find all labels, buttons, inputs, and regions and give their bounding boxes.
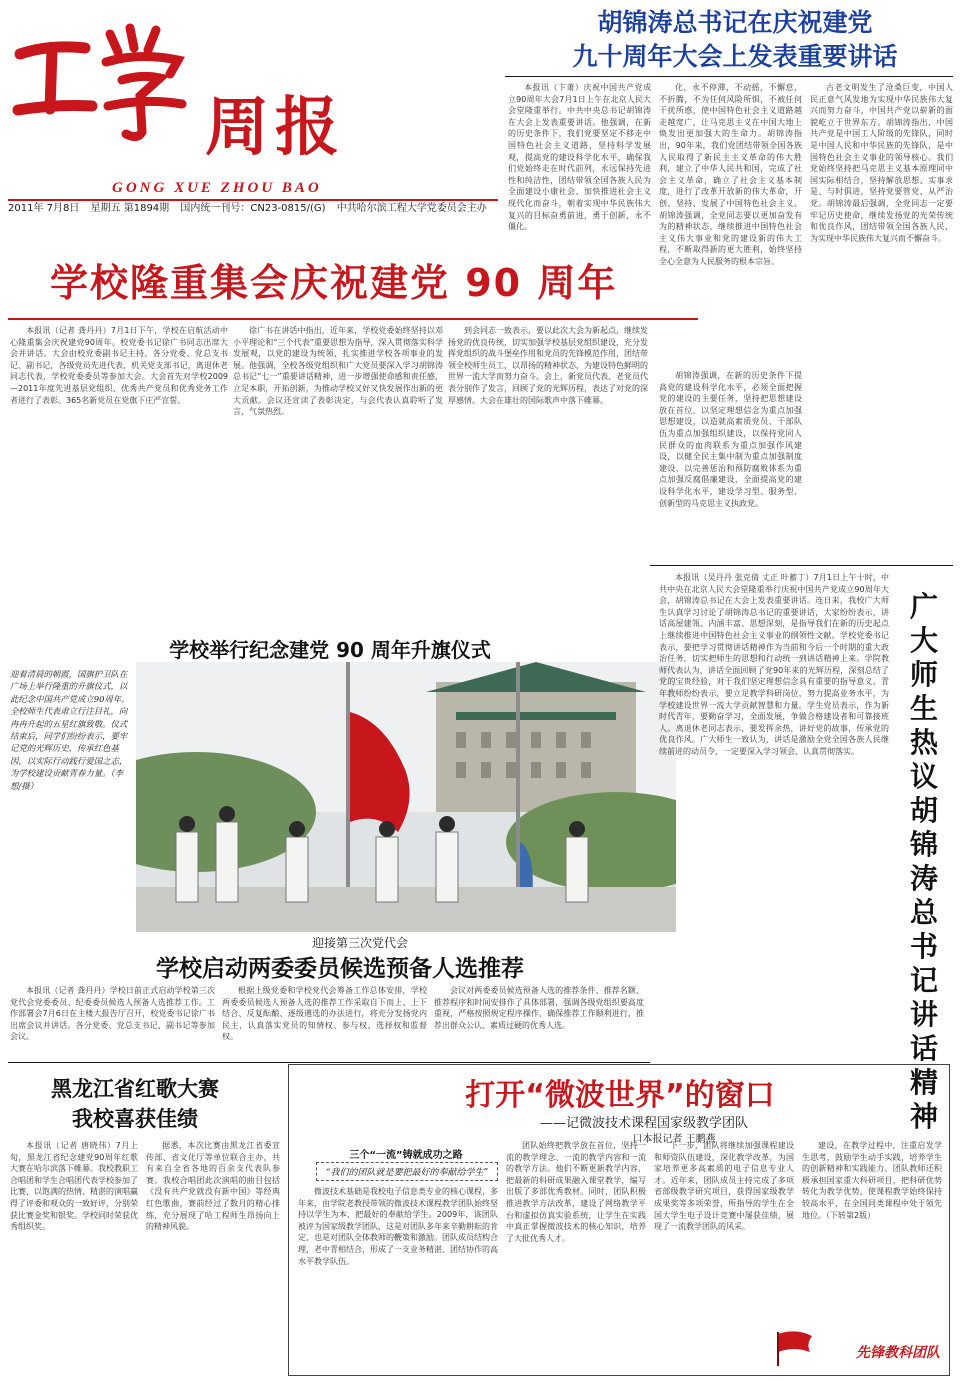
microwave-byline: 口本报记者 王鹏燕: [632, 1134, 716, 1145]
song-col1: 本报讯（记者 唐晓伟）7月上旬，黑龙江省纪念建党90周年红歌大赛在哈尔滨落下帷幕。我校教职工合唱团和学生合唱团代表学校参加了比赛，以饱满的热情、精湛的演唱赢得了评委和观众的一致好评，分别荣获比赛金奖和银奖。学校同时荣获优秀组织奖。: [10, 1141, 138, 1232]
lower-rule: [8, 1062, 650, 1063]
top-story-rule: [505, 76, 953, 77]
microwave-inset-title: 三个“一流”铸就成功之路: [349, 1150, 463, 1161]
song-story-headline[interactable]: [10, 1074, 260, 1134]
microwave-col2: 团队始终把教学放在首位，坚持一流的教学理念、一流的教学内容和一流的教学方法。他们不断更新教学内容，把最新的科研成果融入课堂教学，编写出版了多部优秀教材。同时，团队积极推进教学方法改革，建设了网络教学平台和虚拟仿真实验系统，让学生在实践中真正掌握微波技术的核心知识，培养了大批优秀人才。: [506, 1141, 646, 1243]
top-story-headline[interactable]: [520, 6, 950, 74]
paper-name: 周报: [205, 91, 345, 165]
song-headline-line1: 黑龙江省红歌大赛: [51, 1077, 219, 1101]
masthead-calligraphy-icon: [10, 14, 190, 144]
candidate-kicker: 迎接第三次党代会: [311, 936, 408, 950]
microwave-subtitle: ——记微波技术课程国家级教学团队: [540, 1116, 749, 1131]
top-story-col1: 本报讯（卞萧）庆祝中国共产党成立90周年大会7月1日上午在北京人民大会堂隆重举行。中共中央总书记胡锦涛在大会上发表重要讲话。他强调，在新的历史条件下，我们党要坚定不移走中国特色社会主义道路，坚持科学发展观，提高党的建设科学化水平，确保我们党始终走在时代前列，永远保持先进性和纯洁性，团结带领全国各族人民为全面建设小康社会、加快推进社会主义现代化而奋斗，朝着实现中华民族伟大复兴的目标奋勇前进，勇于创新，永不僵化。: [508, 83, 651, 232]
flag-ceremony-illustration: [136, 662, 676, 932]
sidebar-story-body: 本报讯（吴丹丹 张克倩 丈正 叶蓄丁）7月1日上午十时，中共中央在北京人民大会堂隆重举行庆祝中国共产党成立90周年大会，胡锦涛总书记在大会上发表重要讲话。连日来，我校广大师生认真学习讨论了胡锦涛总书记的重要讲话，大家纷纷表示，讲话高屋建瓴、内涵丰富、思想深刻，是指导我们在新的历史起点上继续推进中国特色社会主义事业的纲领性文献。学校党委书记表示，要把学习贯彻讲话精神作为当前和今后一个时期的重大政治任务，切实把师生的思想和行动统一到讲话精神上来。学院教师代表认为，讲话全面回顾了党90年来的光辉历程，深刻总结了党的宝贵经验，对于我们坚定理想信念具有重要的指导意义。青年教师纷纷表示，要立足教学科研岗位，努力提高业务水平，为学校建设世界一流大学贡献智慧和力量。学生党员表示，作为新时代青年，要勤奋学习，全面发展，争做合格建设者和可靠接班人。离退休老同志表示，要发挥余热，讲好党的故事，传承党的优良作风。广大师生一致认为，讲话是激励全党全国各族人民继续前进的动员令，一定要深入学习领会、认真贯彻落实。: [659, 573, 889, 756]
song-headline-line2: 我校喜获佳绩: [72, 1107, 198, 1131]
flag-photo-caption: 迎着清晨的朝霞，国旗护卫队在广场上举行隆重的升旗仪式，以此纪念中国共产党成立90周年。全校师生代表肃立行注目礼，向冉冉升起的五星红旗致敬。仪式结束后，同学们纷纷表示，要牢记党的光辉历史，传承红色基因，以实际行动践行爱国之志，为学校建设贡献青春力量。（李想/摄）: [10, 669, 130, 791]
candidate-col3: 会议对两委委员候选预备人选的推荐条件、推荐名额、推荐程序和时间安排作了具体部署，强调各级党组织要高度重视，严格按照规定程序操作，确保推荐工作顺利进行，推荐出群众公认、素质过硬的优秀人选。: [434, 986, 644, 1030]
microwave-inset-quote: “我们的团队就是要把最好的奉献给学生”: [316, 1162, 498, 1181]
main-story-col2: 徐广书在讲话中指出，近年来，学校党委始终坚持以邓小平理论和“三个代表”重要思想为指导，深入贯彻落实科学发展观，以党的建设为统领，扎实推进学校各项事业的发展。他强调，全校各级党组织和广大党员要深入学习胡锦涛总书记“七一”重要讲话精神，进一步增强使命感和责任感，立足本职，开拓创新，为推动学校又好又快发展作出新的更大贡献。会议还宣读了表彰决定，与会代表认真聆听了发言，气氛热烈。: [233, 326, 443, 417]
sidebar-vertical-headline[interactable]: 广大师生热议胡锦涛总书记讲话精神: [909, 590, 938, 1133]
cn-number: 国内统一刊号：CN23-0815/(G): [180, 203, 326, 214]
flag-ceremony-photo: [136, 662, 676, 932]
flag-story-headline[interactable]: 学校举行纪念建党 90 周年升旗仪式: [169, 638, 491, 662]
candidate-story-headline[interactable]: 学校启动两委委员候选预备人选推荐: [156, 956, 524, 982]
main-headline-underline: [8, 318, 698, 320]
top-headline-line1: 胡锦涛总书记在庆祝建党: [597, 8, 873, 37]
issue-date: 2011年 7月8日: [8, 203, 80, 214]
top-headline-line2: 九十周年大会上发表重要讲话: [572, 42, 898, 71]
main-story-col3: 到会同志一致表示，要以此次大会为新起点，继续发扬党的优良传统，切实加强学校基层党组织建设，充分发挥党组织的战斗堡垒作用和党员的先锋模范作用，团结带领全校师生员工，以昂扬的精神状态，为建设特色鲜明的世界一流大学而努力奋斗。会上，新党员代表、老党员代表分别作了发言，回顾了党的光辉历程，表达了对党的深厚感情。大会在雄壮的国际歌声中落下帷幕。: [448, 326, 648, 405]
song-col2: 据悉，本次比赛由黑龙江省委宣传部、省文化厅等单位联合主办，共有来自全省各地的百余支代表队参赛。我校合唱团此次演唱的曲目包括《没有共产党就没有新中国》等经典红色歌曲，赛前经过了数月的精心排练，充分展现了哈工程师生昂扬向上的精神风貌。: [146, 1141, 280, 1232]
paper-pinyin: GONG XUE ZHOU BAO: [112, 180, 322, 196]
top-story-col3: 古老文明发生了沧桑巨变，中国人民正意气风发地为实现中华民族伟大复兴而努力奋斗，中国共产党以崭新的面貌屹立于世界东方。胡锦涛指出，中国共产党是中国工人阶级的先锋队，同时是中国人民和中华民族的先锋队，是中国特色社会主义事业的领导核心。我们党始终坚持把马克思主义基本原理同中国实际相结合，坚持解放思想、实事求是、与时俱进，坚持党要管党、从严治党。胡锦涛最后强调，全党同志一定要牢记历史使命，继续发扬党的光荣传统和优良作风，团结带领全国各族人民，为实现中华民族伟大复兴而不懈奋斗。: [810, 83, 953, 243]
microwave-col3: 下一步，团队将继续加强课程建设和师资队伍建设，深化教学改革，为国家培养更多高素质的电子信息专业人才。近年来，团队成员主持完成了多项省部级教学研究项目，获得国家级教学成果奖等多项荣誉，所指导的学生在全国大学生电子设计竞赛中屡获佳绩，展现了一流教学团队的风采。: [654, 1141, 794, 1232]
microwave-col1: 微波技术基础是我校电子信息类专业的核心课程，多年来，由学院老教授带领的微波技术课程教学团队始终坚持以学生为本，把最好的奉献给学生。2009年，该团队被评为国家级教学团队，这是对团队多年来辛勤耕耘的肯定，也是对团队全体教师的鞭策和激励。团队成员结构合理，老中青相结合，形成了一支业务精湛、团结协作的高水平教学队伍。: [298, 1187, 498, 1266]
main-story-headline[interactable]: 学校隆重集会庆祝建党 90 周年: [50, 261, 618, 305]
team-logo-text: 先锋教科团队: [856, 1345, 940, 1361]
candidate-col1: 本报讯（记者 龚丹丹）学校日前正式启动学校第三次党代会党委委员、纪委委员候选人预备人选推荐工作。工作部署会7月6日在主楼大报告厅召开，校党委书记徐广书出席会议并讲话。各分党委、党总支书记、副书记等参加会议。: [10, 986, 215, 1042]
main-story-col1: 本报讯（记者 龚丹丹）7月1日下午，学校在启航活动中心隆重集会庆祝建党90周年。校党委书记徐广书同志出席大会并讲话。大会由校党委副书记主持。各分党委、党总支书记、副书记，各级党员先进代表，机关党支部书记，离退休老同志代表，学校党委委员等参加大会。大会首先对学校2009—2011年度先进基层党组织、优秀共产党员和优秀党务工作者进行了表彰。365名新党员在党旗下庄严宣誓。: [10, 326, 228, 405]
microwave-story-headline[interactable]: 打开“微波世界”的窗口: [465, 1078, 775, 1113]
main-story-col4: 胡锦涛强调，在新的历史条件下提高党的建设科学化水平，必须全面把握党的建设的主要任务，坚持把思想建设放在首位，以坚定理想信念为重点加强思想建设，以造就高素质党员、干部队伍为重点加强组织建设，以保持党同人民群众的血肉联系为重点加强作风建设，以健全民主集中制为重点加强制度建设，以完善惩治和预防腐败体系为重点加强反腐倡廉建设，全面提高党的建设科学化水平，建设学习型、服务型、创新型的马克思主义执政党。: [659, 371, 802, 508]
candidate-col2: 根据上级党委和学校党代会筹备工作总体安排，学校两委委员候选人预备人选的推荐工作采取自下而上、上下结合、反复酝酿、逐级遴选的办法进行，将充分发扬党内民主，认真落实党员的知情权、参与权、选择权和监督权。: [222, 986, 427, 1042]
top-story-col2: 化，永不停滞，不动摇，不懈怠，不折腾，不为任何风险所惧，不被任何干扰所惑，使中国特色社会主义道路越走越宽广，让马克思主义在中国大地上焕发出更加强大的生命力。胡锦涛指出，90年来，我们党团结带领全国各族人民取得了新民主主义革命的伟大胜利，建立了中华人民共和国，完成了社会主义革命，确立了社会主义基本制度，进行了改革开放新的伟大革命，开创、坚持、发展了中国特色社会主义。胡锦涛强调，全党同志要以更加奋发有为的精神状态，继续推进中国特色社会主义伟大事业和党的建设新的伟大工程，不断取得新的更大胜利，始终坚持全心全意为人民服务的根本宗旨。: [659, 83, 802, 266]
microwave-col4: 建设，在教学过程中，注重启发学生思考，鼓励学生动手实践，培养学生的创新精神和实践能力。团队教师还积极承担国家重大科研项目，把科研优势转化为教学优势，使课程教学始终保持较高水平，在全国同类课程中处于领先地位。（下转第2版）: [802, 1141, 942, 1220]
issue-bar: [8, 199, 498, 217]
publisher: 中共哈尔滨工程大学党委员会主办: [336, 203, 487, 214]
issue-number: 星期五 第1894期: [90, 203, 170, 214]
sidebar-rule: [650, 565, 953, 566]
masthead-logo: [10, 14, 190, 144]
